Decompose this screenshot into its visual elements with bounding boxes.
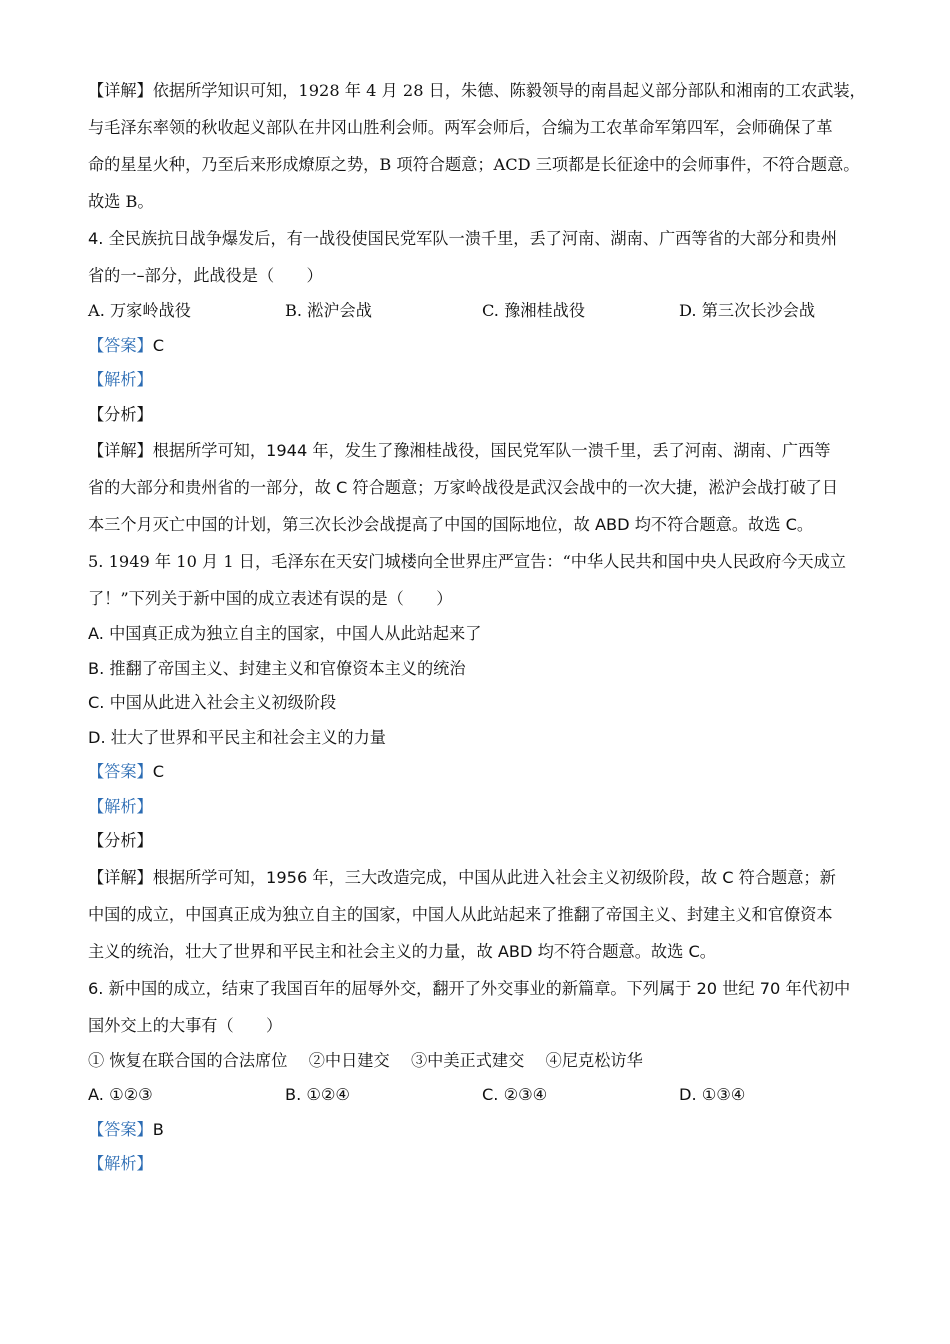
- q5-stem-line-2: 了！”下列关于新中国的成立表述有误的是（ ）: [88, 589, 453, 608]
- q5-jiexi-tag: 【解析】: [88, 796, 153, 816]
- q3-detail-line-3: 命的星星火种，乃至后来形成燎原之势，B 项符合题意；ACD 三项都是长征途中的会师事件，不符合题意。: [88, 155, 860, 174]
- q5-answer: [88, 755, 878, 790]
- question-4: [88, 220, 878, 543]
- answer-tag: 【答案】: [88, 1119, 153, 1139]
- q5-option-d[interactable]: D. 壮大了世界和平民主和社会主义的力量: [88, 727, 386, 747]
- q4-detail-line-1: 【详解】根据所学可知，1944 年，发生了豫湘桂战役，国民党军队一溃千里，丢了河南、湖南、广西等: [88, 441, 831, 460]
- q5-answer-value: C: [152, 762, 165, 781]
- q4-stem-line-1: 4. 全民族抗日战争爆发后，有一战役使国民党军队一溃千里，丢了河南、湖南、广西等省的大部分和贵州: [88, 229, 838, 248]
- q6-answer: [88, 1113, 878, 1148]
- q4-answer-value: C: [152, 335, 165, 355]
- q4-detail-line-3: 本三个月灭亡中国的计划，第三次长沙会战提高了中国的国际地位，故 ABD 均不符合题意。故选 C。: [88, 515, 814, 534]
- q5-detail-line-2: 中国的成立，中国真正成为独立自主的国家，中国人从此站起来了推翻了帝国主义、封建主义和官僚资本: [88, 904, 833, 924]
- q3-detail-line-2: 与毛泽东率领的秋收起义部队在井冈山胜利会师。两军会师后，合编为工农革命军第四军，会师确保了革: [88, 118, 833, 137]
- q4-options: [88, 294, 878, 329]
- q5-option-b[interactable]: B. 推翻了帝国主义、封建主义和官僚资本主义的统治: [88, 658, 466, 678]
- answer-tag: 【答案】: [88, 335, 153, 355]
- q4-stem-line-2: 省的一–部分，此战役是（ ）: [88, 266, 323, 285]
- q6-stem-line-2: 国外交上的大事有（ ）: [88, 1015, 283, 1035]
- q6-items: ① 恢复在联合国的合法席位 ②中日建交 ③中美正式建交 ④尼克松访华: [88, 1050, 643, 1070]
- q4-option-d[interactable]: D. 第三次长沙会战: [679, 301, 816, 320]
- q4-jiexi-tag: 【解析】: [88, 370, 153, 389]
- q4-option-c[interactable]: C. 豫湘桂战役: [482, 301, 586, 320]
- q4-answer: [88, 329, 878, 364]
- q6-options: [88, 1078, 878, 1113]
- document-page: [88, 72, 878, 1182]
- detail-tag: 【详解】: [88, 867, 153, 887]
- q5-option-c[interactable]: C. 中国从此进入社会主义初级阶段: [88, 693, 337, 712]
- q5-detail-line-1: 【详解】根据所学可知，1956 年，三大改造完成，中国从此进入社会主义初级阶段，故 C 符合题意；新: [88, 867, 836, 887]
- q6-jiexi-tag: 【解析】: [88, 1154, 153, 1173]
- q3-detail-line-4: 故选 B。: [88, 192, 154, 211]
- question-6: [88, 970, 878, 1182]
- q6-stem-line-1: 6. 新中国的成立，结束了我国百年的屈辱外交，翻开了外交事业的新篇章。下列属于 20 世纪 70 年代初中: [88, 978, 851, 998]
- q4-fenxi-tag: 【分析】: [88, 404, 153, 424]
- q6-option-a[interactable]: A. ①②③: [88, 1085, 153, 1104]
- q4-detail-line-2: 省的大部分和贵州省的一部分，故 C 符合题意；万家岭战役是武汉会战中的一次大捷，淞沪会战打破了日: [88, 478, 839, 497]
- q3-detail-line-1: 【详解】依据所学知识可知，1928 年 4 月 28 日，朱德、陈毅领导的南昌起义部分部队和湘南的工农武装，: [88, 81, 866, 100]
- q5-option-a[interactable]: A. 中国真正成为独立自主的国家，中国人从此站起来了: [88, 624, 482, 643]
- q4-option-a[interactable]: A. 万家岭战役: [88, 301, 191, 320]
- q5-fenxi-tag: 【分析】: [88, 831, 153, 850]
- q5-stem-line-1: 5. 1949 年 10 月 1 日，毛泽东在天安门城楼向全世界庄严宣告：“中华人民共和国中央人民政府今天成立: [88, 552, 846, 571]
- q4-option-b[interactable]: B. 淞沪会战: [285, 301, 372, 320]
- q6-answer-value: B: [152, 1119, 164, 1139]
- detail-tag: 【详解】: [88, 81, 153, 100]
- q5-detail-line-3: 主义的统治，壮大了世界和平民主和社会主义的力量，故 ABD 均不符合题意。故选 C。: [88, 941, 716, 961]
- q6-option-c[interactable]: C. ②③④: [482, 1085, 548, 1104]
- q6-option-b[interactable]: B. ①②④: [285, 1085, 350, 1104]
- question-5: [88, 543, 878, 970]
- q3-detail: [88, 72, 878, 220]
- q6-option-d[interactable]: D. ①③④: [679, 1085, 746, 1104]
- answer-tag: 【答案】: [88, 762, 153, 781]
- detail-tag: 【详解】: [88, 441, 153, 460]
